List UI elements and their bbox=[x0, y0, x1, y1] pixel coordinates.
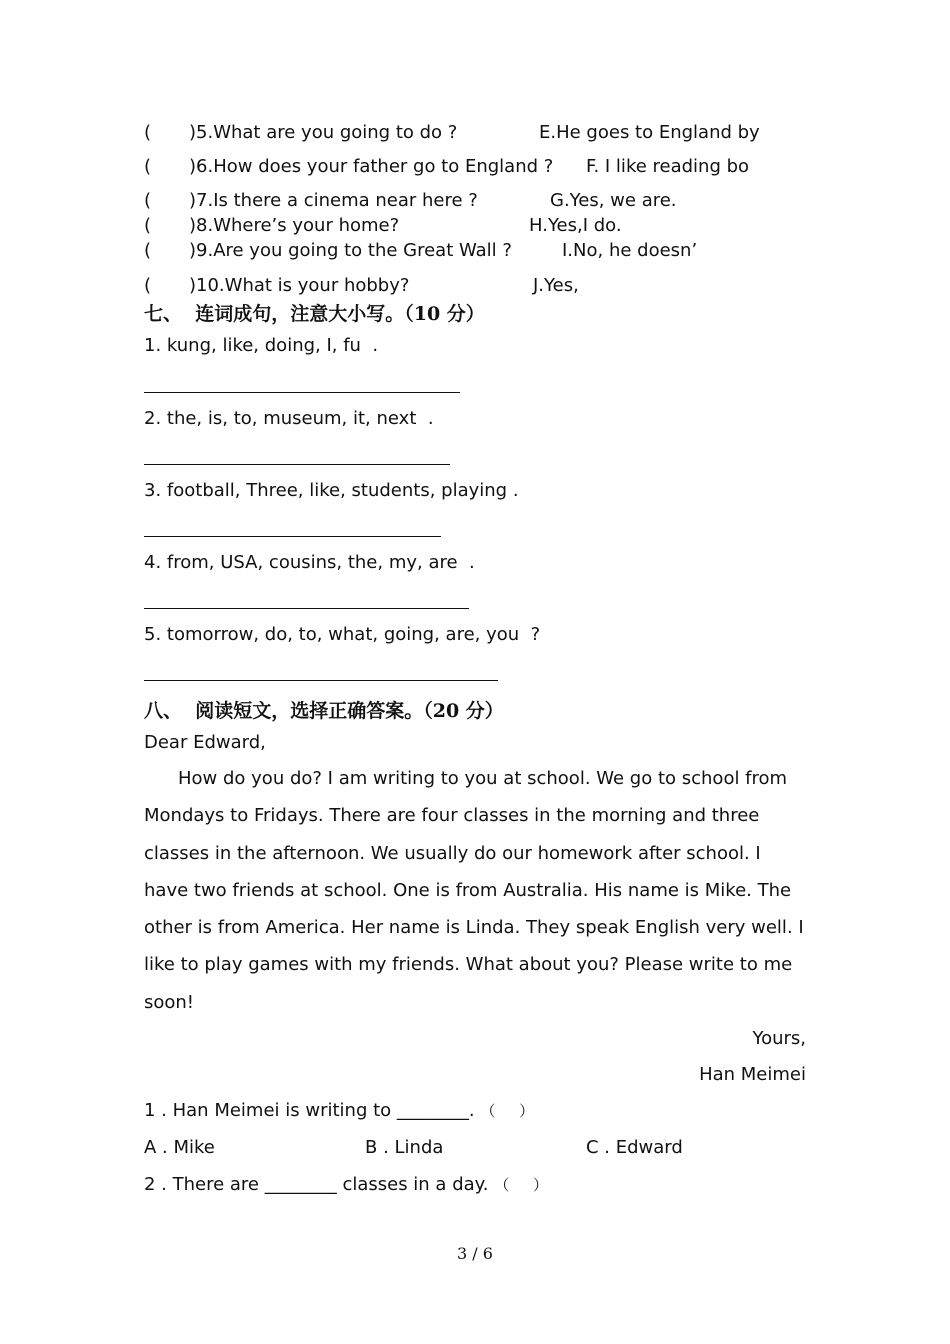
match-answer: G.Yes, we are. bbox=[550, 190, 677, 211]
section-8-title: 八、 阅读短文，选择正确答案。（20 分） bbox=[144, 700, 504, 722]
answer-paren: ( bbox=[144, 275, 152, 296]
match-answer: H.Yes,I do. bbox=[529, 215, 622, 236]
option-c[interactable]: C . Edward bbox=[586, 1137, 683, 1158]
answer-paren: ( bbox=[144, 215, 152, 236]
match-answer: J.Yes, bbox=[533, 275, 579, 296]
answer-paren: ( bbox=[144, 122, 152, 143]
question-2 bbox=[144, 1174, 548, 1195]
answer-line[interactable] bbox=[144, 392, 460, 393]
letter-closing: Yours, bbox=[752, 1028, 806, 1049]
sentence-item: 5. tomorrow, do, to, what, going, are, you ? bbox=[144, 624, 541, 645]
question-2-text: 2 . There are ________ classes in a day. bbox=[144, 1174, 489, 1195]
match-question: )9.Are you going to the Great Wall ? bbox=[189, 240, 512, 261]
sentence-item: 2. the, is, to, museum, it, next . bbox=[144, 408, 434, 429]
answer-line[interactable] bbox=[144, 680, 498, 681]
match-answer: I.No, he doesn’ bbox=[562, 240, 698, 261]
answer-paren[interactable]: （ ） bbox=[480, 1102, 535, 1120]
match-question: )5.What are you going to do ? bbox=[189, 122, 458, 143]
question-1 bbox=[144, 1100, 534, 1121]
option-b[interactable]: B . Linda bbox=[365, 1137, 444, 1158]
page-number: 3 / 6 bbox=[457, 1244, 493, 1263]
option-a[interactable]: A . Mike bbox=[144, 1137, 215, 1158]
match-answer: F. I like reading bo bbox=[586, 156, 750, 177]
letter-body: How do you do? I am writing to you at school. We go to school from Mondays to Fridays. There are four classes in the morning and three classes in the afternoon. We usually do our homework after school. I have two friends at school. One is from Australia. His name is Mike. The other is from America. Her name is Linda. They speak English very well. I like to play games with my friends. What about you? Please write to me soon! bbox=[144, 768, 804, 1013]
section-7-title: 七、 连词成句，注意大小写。（10 分） bbox=[144, 303, 485, 325]
answer-paren: ( bbox=[144, 240, 152, 261]
sentence-item: 3. football, Three, like, students, playing . bbox=[144, 480, 519, 501]
letter-greeting: Dear Edward, bbox=[144, 732, 266, 753]
question-1-text: 1 . Han Meimei is writing to ________. bbox=[144, 1100, 475, 1121]
match-question: )7.Is there a cinema near here ? bbox=[189, 190, 478, 211]
match-question: )6.How does your father go to England ? bbox=[189, 156, 554, 177]
sentence-item: 1. kung, like, doing, I, fu . bbox=[144, 335, 379, 356]
answer-line[interactable] bbox=[144, 464, 450, 465]
answer-line[interactable] bbox=[144, 608, 469, 609]
match-question: )10.What is your hobby? bbox=[189, 275, 410, 296]
answer-paren[interactable]: （ ） bbox=[494, 1176, 549, 1194]
answer-paren: ( bbox=[144, 156, 152, 177]
letter-signature: Han Meimei bbox=[699, 1064, 806, 1085]
match-question: )8.Where’s your home? bbox=[189, 215, 400, 236]
sentence-item: 4. from, USA, cousins, the, my, are . bbox=[144, 552, 475, 573]
answer-line[interactable] bbox=[144, 536, 441, 537]
match-answer: E.He goes to England by bbox=[539, 122, 760, 143]
answer-paren: ( bbox=[144, 190, 152, 211]
